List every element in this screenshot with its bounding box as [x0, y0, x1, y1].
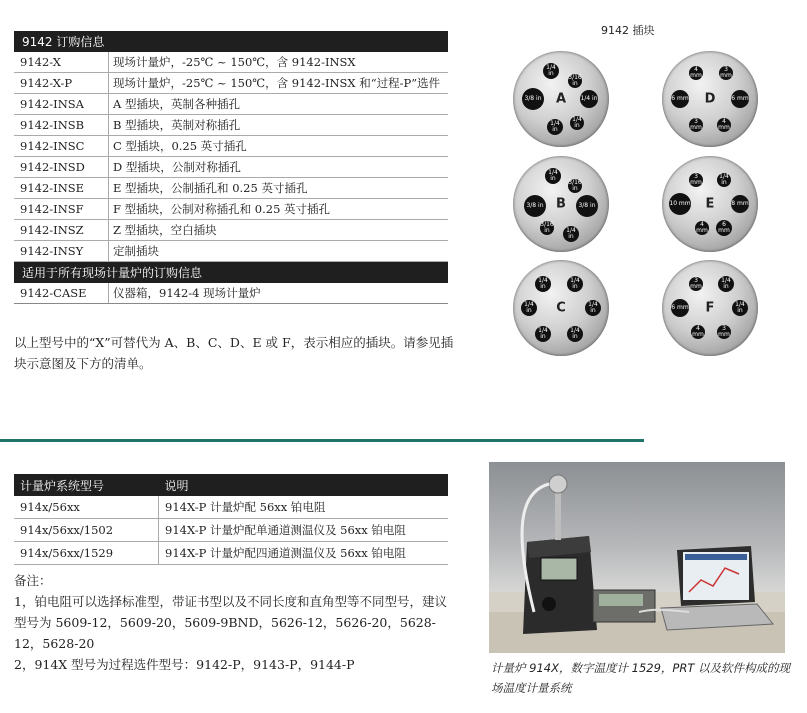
system-photo-illustration	[489, 462, 785, 653]
model-cell: 914x/56xx	[14, 496, 159, 519]
insert-disc-f	[662, 260, 758, 356]
desc-cell: B 型插块，英制对称插孔	[109, 115, 449, 136]
desc-cell: 914X-P 计量炉配四通道测温仪及 56xx 铂电阻	[159, 542, 449, 565]
table-row	[14, 220, 448, 241]
order-table-title: 9142 订购信息	[14, 31, 448, 52]
insert-hole: 3/8 in	[524, 195, 546, 217]
table-row	[14, 94, 448, 115]
insert-hole: 1/4 in	[567, 276, 583, 292]
insert-hole: 1/4 in	[521, 300, 537, 316]
notes	[14, 570, 459, 675]
insert-hole: 4 mm	[696, 221, 708, 234]
table-row	[14, 241, 448, 262]
insert-hole: 1/4 in	[545, 168, 561, 184]
insert-hole: 1/4 in	[563, 226, 579, 242]
insert-hole: 3 mm	[690, 277, 702, 290]
insert-hole: 1/4 in	[567, 326, 583, 342]
insert-hole: 1/4 in	[585, 300, 601, 316]
model-cell: 9142-CASE	[14, 283, 109, 304]
desc-cell: 现场计量炉，-25℃ ~ 150℃，含 9142-INSX	[109, 52, 449, 73]
desc-cell: 定制插块	[109, 241, 449, 262]
model-note: 以上型号中的“X”可替代为 A、B、C、D、E 或 F，表示相应的插块。请参见插块示意图及下方的清单。	[14, 335, 454, 371]
insert-hole: 6 mm	[671, 299, 689, 317]
insert-hole: 3/16 in	[568, 179, 582, 192]
notes-title: 备注：	[14, 573, 52, 588]
insert-letter: E	[705, 196, 715, 212]
desc-cell: D 型插块，公制对称插孔	[109, 157, 449, 178]
system-photo	[489, 462, 785, 653]
insert-hole: 1/4 in	[580, 90, 598, 108]
desc-cell: 仪器箱，9142-4 现场计量炉	[109, 283, 449, 304]
insert-letter: A	[555, 91, 567, 107]
table-row	[14, 115, 448, 136]
table-row	[14, 496, 448, 519]
desc-cell: Z 型插块，空白插块	[109, 220, 449, 241]
model-cell: 9142-X	[14, 52, 109, 73]
insert-hole: 4 mm	[690, 66, 702, 79]
note-item: 1，铂电阻可以选择标准型，带证书型以及不同长度和直角型等不同型号，建议型号为 5609-12，5609-20，5609-9BND，5626-12，5626-20，5628-12，5628-20	[14, 594, 447, 651]
insert-letter: F	[705, 300, 715, 316]
insert-hole: 3 mm	[720, 66, 732, 79]
insert-hole: 3/16 in	[540, 221, 554, 234]
system-table	[14, 474, 448, 565]
table-row	[14, 519, 448, 542]
model-cell: 9142-INSY	[14, 241, 109, 262]
insert-hole: 1/4 in	[570, 116, 584, 130]
table-row	[14, 199, 448, 220]
insert-hole: 1/4 in	[732, 300, 748, 316]
model-cell: 9142-INSB	[14, 115, 109, 136]
insert-disc-c	[513, 260, 609, 356]
desc-cell: F 型插块，公制对称插孔和 0.25 英寸插孔	[109, 199, 449, 220]
model-cell: 9142-INSA	[14, 94, 109, 115]
desc-cell: 现场计量炉，-25℃ ~ 150℃，含 9142-INSX 和“过程-P”选件	[109, 73, 449, 94]
model-cell: 9142-X-P	[14, 73, 109, 94]
insert-hole: 3/16 in	[568, 74, 582, 87]
model-cell: 9142-INSE	[14, 178, 109, 199]
model-cell: 914x/56xx/1529	[14, 542, 159, 565]
insert-disc-a	[513, 51, 609, 147]
system-table-header-desc: 说明	[159, 474, 449, 496]
insert-hole: 1/4 in	[547, 119, 563, 135]
desc-cell: A 型插块，英制各种插孔	[109, 94, 449, 115]
insert-hole: 3/8 in	[522, 88, 544, 110]
insert-hole: 3 mm	[690, 118, 702, 131]
insert-letter: D	[704, 91, 716, 107]
table-row	[14, 73, 448, 94]
insert-hole: 1/4 in	[717, 173, 731, 187]
model-cell: 914x/56xx/1502	[14, 519, 159, 542]
insert-hole: 8 mm	[731, 195, 749, 213]
section-divider	[0, 439, 644, 442]
table-row	[14, 283, 448, 304]
note-item: 2，914X 型号为过程选件型号：9142-P，9143-P，9144-P	[14, 657, 355, 672]
insert-hole: 4 mm	[692, 325, 704, 338]
model-cell: 9142-INSZ	[14, 220, 109, 241]
insert-letter: B	[556, 196, 566, 212]
photo-caption: 计量炉 914X，数字温度计 1529，PRT 以及软件构成的现场温度计量系统	[491, 661, 791, 695]
desc-cell: C 型插块，0.25 英寸插孔	[109, 136, 449, 157]
insert-hole: 6 mm	[716, 220, 732, 236]
table-row	[14, 178, 448, 199]
insert-hole: 1/4 in	[535, 276, 551, 292]
insert-hole: 3 mm	[718, 325, 730, 338]
table-row	[14, 52, 448, 73]
order-table	[14, 31, 448, 304]
insert-hole: 3 mm	[690, 173, 702, 186]
table-row	[14, 157, 448, 178]
system-table-header-model: 计量炉系统型号	[14, 474, 159, 496]
table-row	[14, 136, 448, 157]
insert-disc-d	[662, 51, 758, 147]
inserts-figure-title: 9142 插块	[601, 24, 655, 37]
desc-cell: E 型插块，公制插孔和 0.25 英寸插孔	[109, 178, 449, 199]
model-cell: 9142-INSC	[14, 136, 109, 157]
insert-letter: C	[556, 300, 566, 316]
model-cell: 9142-INSF	[14, 199, 109, 220]
desc-cell: 914X-P 计量炉配 56xx 铂电阻	[159, 496, 449, 519]
insert-hole: 1/4 in	[543, 63, 559, 79]
insert-hole: 6 mm	[731, 90, 749, 108]
insert-hole: 3/8 in	[576, 195, 598, 217]
insert-hole: 1/4 in	[718, 276, 734, 292]
table-row	[14, 542, 448, 565]
order-table-section-title: 适用于所有现场计量炉的订购信息	[14, 262, 448, 284]
insert-disc-b	[513, 156, 609, 252]
insert-hole: 10 mm	[669, 193, 691, 215]
model-cell: 9142-INSD	[14, 157, 109, 178]
insert-hole: 4 mm	[718, 118, 730, 131]
insert-disc-e	[662, 156, 758, 252]
insert-hole: 6 mm	[671, 90, 689, 108]
desc-cell: 914X-P 计量炉配单通道测温仪及 56xx 铂电阻	[159, 519, 449, 542]
insert-hole: 1/4 in	[535, 326, 551, 342]
